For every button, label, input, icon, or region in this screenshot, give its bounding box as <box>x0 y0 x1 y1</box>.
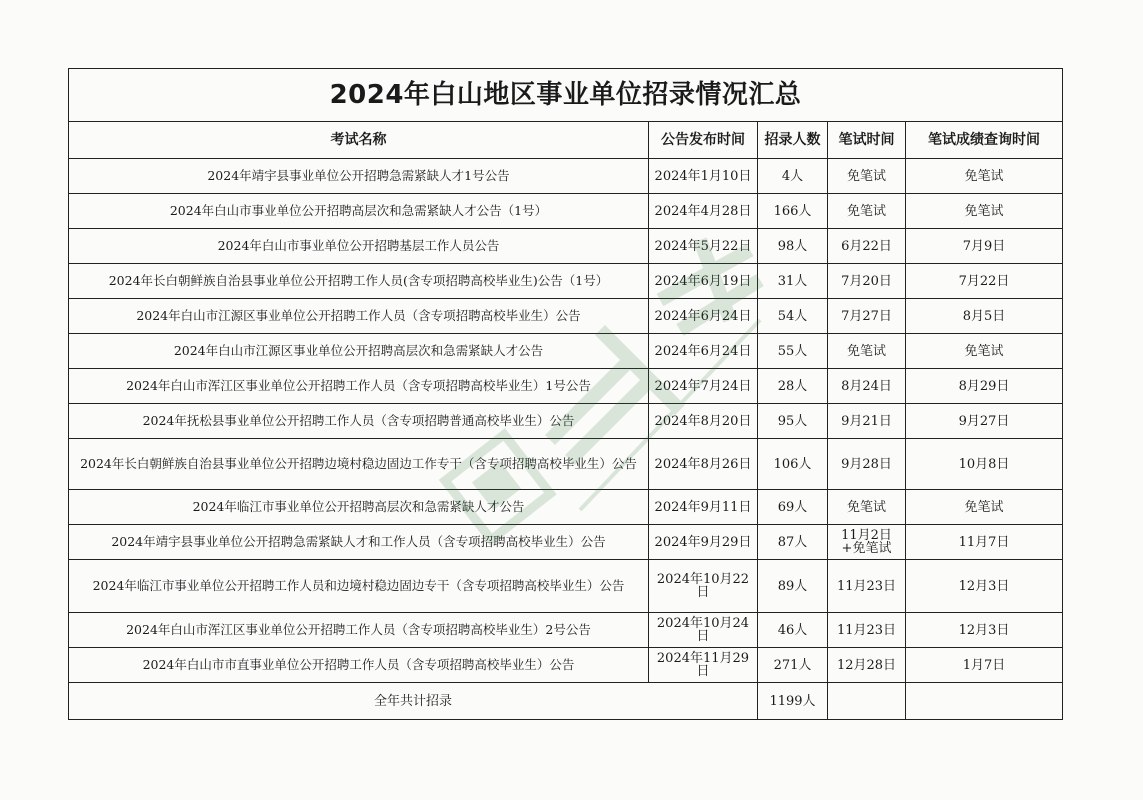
cell-score-query-time: 免笔试 <box>906 194 1063 229</box>
cell-recruit-count: 55人 <box>758 334 828 369</box>
cell-exam-time: 7月27日 <box>828 299 906 334</box>
cell-exam-name: 2024年白山市事业单位公开招聘基层工作人员公告 <box>69 229 649 264</box>
cell-exam-time: 11月23日 <box>828 560 906 613</box>
cell-recruit-count: 46人 <box>758 613 828 648</box>
cell-exam-name: 2024年靖宇县事业单位公开招聘急需紧缺人才和工作人员（含专项招聘高校毕业生）公告 <box>69 525 649 560</box>
cell-exam-name: 2024年白山市浑江区事业单位公开招聘工作人员（含专项招聘高校毕业生）2号公告 <box>69 613 649 648</box>
cell-exam-time: 12月28日 <box>828 648 906 683</box>
cell-score-query-time: 7月22日 <box>906 264 1063 299</box>
table-row <box>69 264 1063 299</box>
table-row <box>69 613 1063 648</box>
cell-recruit-count: 69人 <box>758 490 828 525</box>
header-exam-name: 考试名称 <box>69 122 649 159</box>
cell-publish-date: 2024年10月24日 <box>649 613 758 648</box>
cell-score-query-time: 免笔试 <box>906 490 1063 525</box>
cell-publish-date: 2024年11月29日 <box>649 648 758 683</box>
table-row <box>69 229 1063 264</box>
cell-recruit-count: 166人 <box>758 194 828 229</box>
table-row <box>69 525 1063 560</box>
cell-score-query-time: 9月27日 <box>906 404 1063 439</box>
cell-score-query-time: 12月3日 <box>906 560 1063 613</box>
cell-recruit-count: 31人 <box>758 264 828 299</box>
cell-score-query-time: 12月3日 <box>906 613 1063 648</box>
cell-exam-time: 7月20日 <box>828 264 906 299</box>
table-row <box>69 439 1063 490</box>
cell-score-query-time: 免笔试 <box>906 159 1063 194</box>
cell-recruit-count: 4人 <box>758 159 828 194</box>
cell-publish-date: 2024年7月24日 <box>649 369 758 404</box>
cell-score-query-time: 8月5日 <box>906 299 1063 334</box>
table-row <box>69 369 1063 404</box>
total-label: 全年共计招录 <box>69 683 758 720</box>
cell-exam-time: 免笔试 <box>828 334 906 369</box>
cell-score-query-time: 免笔试 <box>906 334 1063 369</box>
cell-publish-date: 2024年6月24日 <box>649 334 758 369</box>
table-row <box>69 560 1063 613</box>
cell-exam-name: 2024年长白朝鲜族自治县事业单位公开招聘工作人员(含专项招聘高校毕业生)公告（1号） <box>69 264 649 299</box>
cell-exam-name: 2024年白山市江源区事业单位公开招聘工作人员（含专项招聘高校毕业生）公告 <box>69 299 649 334</box>
cell-exam-name: 2024年白山市事业单位公开招聘高层次和急需紧缺人才公告（1号） <box>69 194 649 229</box>
header-recruit-count: 招录人数 <box>758 122 828 159</box>
cell-publish-date: 2024年5月22日 <box>649 229 758 264</box>
total-empty-cell <box>906 683 1063 720</box>
total-empty-cell <box>828 683 906 720</box>
cell-publish-date: 2024年4月28日 <box>649 194 758 229</box>
table-row <box>69 334 1063 369</box>
cell-recruit-count: 271人 <box>758 648 828 683</box>
cell-exam-time: 免笔试 <box>828 490 906 525</box>
cell-score-query-time: 8月29日 <box>906 369 1063 404</box>
cell-exam-time: 11月23日 <box>828 613 906 648</box>
cell-exam-time: 9月21日 <box>828 404 906 439</box>
cell-recruit-count: 87人 <box>758 525 828 560</box>
cell-publish-date: 2024年10月22日 <box>649 560 758 613</box>
total-count: 1199人 <box>758 683 828 720</box>
table-row <box>69 159 1063 194</box>
cell-exam-time: 8月24日 <box>828 369 906 404</box>
cell-exam-time: 免笔试 <box>828 159 906 194</box>
cell-exam-time: 11月2日+免笔试 <box>828 525 906 560</box>
cell-exam-name: 2024年白山市江源区事业单位公开招聘高层次和急需紧缺人才公告 <box>69 334 649 369</box>
cell-exam-name: 2024年靖宇县事业单位公开招聘急需紧缺人才1号公告 <box>69 159 649 194</box>
cell-publish-date: 2024年6月24日 <box>649 299 758 334</box>
cell-recruit-count: 54人 <box>758 299 828 334</box>
cell-publish-date: 2024年8月26日 <box>649 439 758 490</box>
table-row <box>69 404 1063 439</box>
cell-exam-time: 免笔试 <box>828 194 906 229</box>
cell-publish-date: 2024年9月29日 <box>649 525 758 560</box>
cell-score-query-time: 10月8日 <box>906 439 1063 490</box>
cell-recruit-count: 89人 <box>758 560 828 613</box>
cell-recruit-count: 98人 <box>758 229 828 264</box>
cell-exam-name: 2024年临江市事业单位公开招聘工作人员和边境村稳边固边专干（含专项招聘高校毕业生）公告 <box>69 560 649 613</box>
cell-exam-name: 2024年抚松县事业单位公开招聘工作人员（含专项招聘普通高校毕业生）公告 <box>69 404 649 439</box>
cell-score-query-time: 7月9日 <box>906 229 1063 264</box>
table-title: 2024年白山地区事业单位招录情况汇总 <box>69 69 1063 122</box>
cell-recruit-count: 106人 <box>758 439 828 490</box>
cell-publish-date: 2024年6月19日 <box>649 264 758 299</box>
header-exam-time: 笔试时间 <box>828 122 906 159</box>
cell-exam-name: 2024年长白朝鲜族自治县事业单位公开招聘边境村稳边固边工作专干（含专项招聘高校毕业生）公告 <box>69 439 649 490</box>
total-row <box>69 683 1063 720</box>
cell-exam-time: 6月22日 <box>828 229 906 264</box>
table-row <box>69 299 1063 334</box>
cell-publish-date: 2024年1月10日 <box>649 159 758 194</box>
cell-publish-date: 2024年8月20日 <box>649 404 758 439</box>
cell-exam-name: 2024年白山市浑江区事业单位公开招聘工作人员（含专项招聘高校毕业生）1号公告 <box>69 369 649 404</box>
cell-exam-time: 9月28日 <box>828 439 906 490</box>
cell-recruit-count: 28人 <box>758 369 828 404</box>
cell-score-query-time: 11月7日 <box>906 525 1063 560</box>
cell-score-query-time: 1月7日 <box>906 648 1063 683</box>
cell-exam-name: 2024年白山市市直事业单位公开招聘工作人员（含专项招聘高校毕业生）公告 <box>69 648 649 683</box>
table-row <box>69 648 1063 683</box>
table-row <box>69 490 1063 525</box>
cell-exam-name: 2024年临江市事业单位公开招聘高层次和急需紧缺人才公告 <box>69 490 649 525</box>
recruitment-summary-table <box>68 68 1063 720</box>
cell-recruit-count: 95人 <box>758 404 828 439</box>
table-row <box>69 194 1063 229</box>
header-score-query-time: 笔试成绩查询时间 <box>906 122 1063 159</box>
cell-publish-date: 2024年9月11日 <box>649 490 758 525</box>
header-publish-date: 公告发布时间 <box>649 122 758 159</box>
